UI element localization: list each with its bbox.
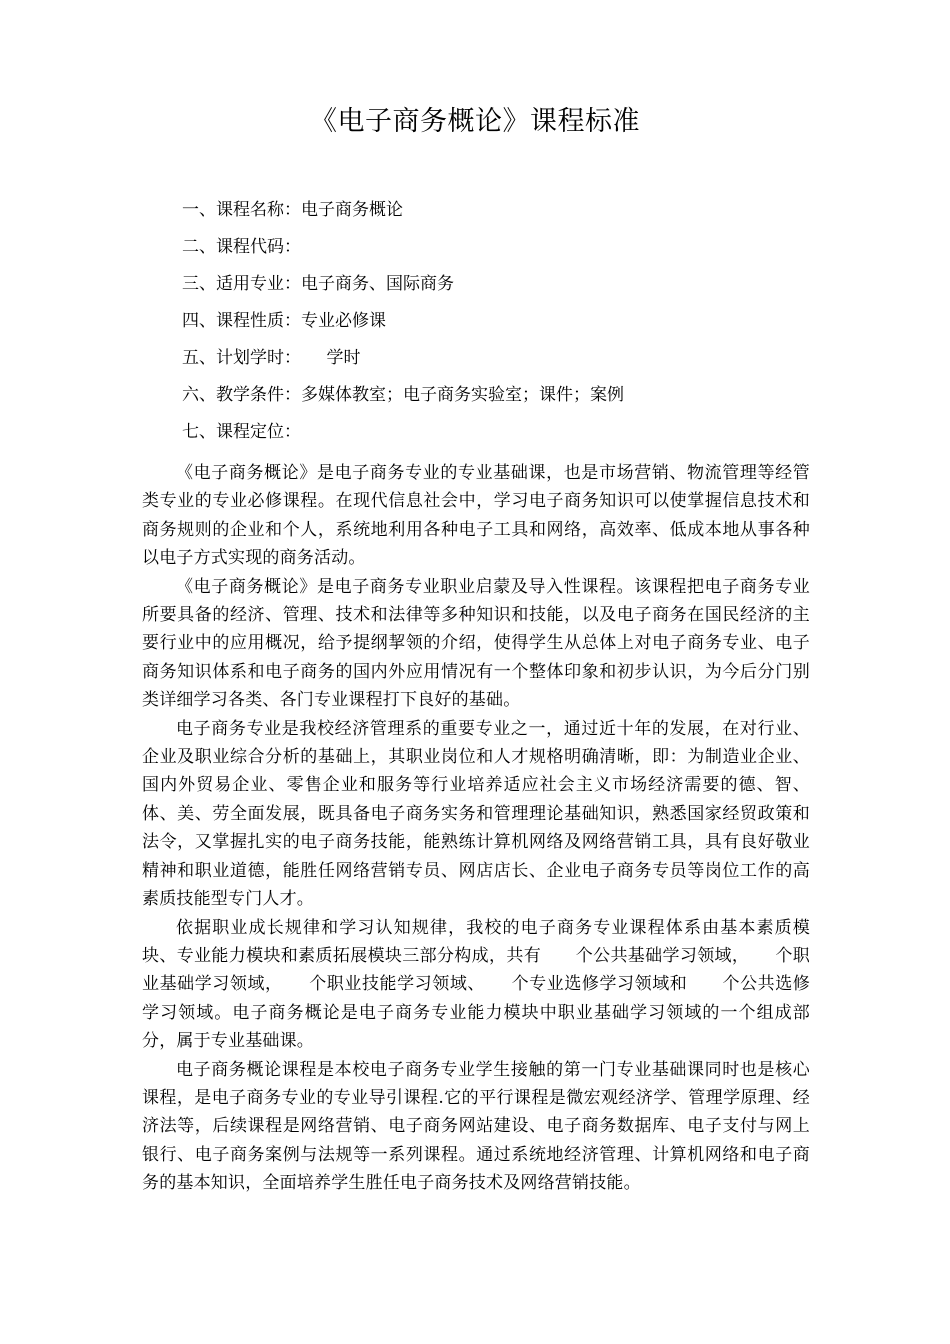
info-item-course-code xyxy=(182,233,624,270)
info-item-teaching-conditions xyxy=(182,381,624,418)
paragraph: 《电子商务概论》是电子商务专业的专业基础课，也是市场营销、物流管理等经管类专业的专业必修课程。在现代信息社会中，学习电子商务知识可以使掌握信息技术和商务规则的企业和个人，系统地利用各种电子工具和网络，高效率、低成本地从事各种以电子方式实现的商务活动。 xyxy=(142,463,810,569)
info-item-course-name xyxy=(182,196,624,233)
info-value: 学时 xyxy=(292,348,361,368)
document-title: 《电子商务概论》课程标准 xyxy=(310,106,640,137)
info-label: 三、适用专业： xyxy=(182,274,301,294)
info-item-course-nature xyxy=(182,307,624,344)
info-item-planned-hours xyxy=(182,344,624,381)
info-label: 一、课程名称： xyxy=(182,200,301,220)
paragraph: 《电子商务概论》是电子商务专业职业启蒙及导入性课程。该课程把电子商务专业所要具备的经济、管理、技术和法律等多种知识和技能，以及电子商务在国民经济的主要行业中的应用概况，给予提纲挈领的介绍，使得学生从总体上对电子商务专业、电子商务知识体系和电子商务的国内外应用情况有一个整体印象和初步认识，为今后分门别类详细学习各类、各门专业课程打下良好的基础。 xyxy=(142,576,810,711)
info-label: 二、课程代码： xyxy=(182,237,301,257)
info-label: 四、课程性质： xyxy=(182,311,301,331)
paragraph: 依据职业成长规律和学习认知规律，我校的电子商务专业课程体系由基本素质模块、专业能力模块和素质拓展模块三部分构成，共有 个公共基础学习领域， 个职业基础学习领域， 个职业技能学习领域、 个专业选修学习领域和 个公共选修学习领域。电子商务概论是电子商务专业能力模块中职业基础学习领域的一个组成部分，属于专业基础课。 xyxy=(142,917,810,1052)
info-value: 专业必修课 xyxy=(301,311,386,331)
info-label: 六、教学条件： xyxy=(182,385,301,405)
info-value: 电子商务、国际商务 xyxy=(301,274,454,294)
course-positioning-body xyxy=(142,459,810,1198)
info-value: 多媒体教室；电子商务实验室；课件；案例 xyxy=(301,385,624,405)
paragraph: 电子商务概论课程是本校电子商务专业学生接触的第一门专业基础课同时也是核心课程，是电子商务专业的专业导引课程.它的平行课程是微宏观经济学、管理学原理、经济法等，后续课程是网络营销、电子商务网站建设、电子商务数据库、电子支付与网上银行、电子商务案例与法规等一系列课程。通过系统地经济管理、计算机网络和电子商务的基本知识，全面培养学生胜任电子商务技术及网络营销技能。 xyxy=(142,1059,810,1194)
info-item-applicable-major xyxy=(182,270,624,307)
info-item-course-positioning xyxy=(182,418,624,455)
info-value: 电子商务概论 xyxy=(301,200,403,220)
course-info-list xyxy=(182,196,624,455)
info-label: 五、计划学时： xyxy=(182,348,293,368)
paragraph: 电子商务专业是我校经济管理系的重要专业之一，通过近十年的发展，在对行业、企业及职业综合分析的基础上，其职业岗位和人才规格明确清晰，即：为制造业企业、国内外贸易企业、零售企业和服务等行业培养适应社会主义市场经济需要的德、智、体、美、劳全面发展，既具备电子商务实务和管理理论基础知识，熟悉国家经贸政策和法令，又掌握扎实的电子商务技能，能熟练计算机网络及网络营销工具，具有良好敬业精神和职业道德，能胜任网络营销专员、网店店长、企业电子商务专员等岗位工作的高素质技能型专门人才。 xyxy=(142,718,810,910)
info-label: 七、课程定位： xyxy=(182,422,301,442)
